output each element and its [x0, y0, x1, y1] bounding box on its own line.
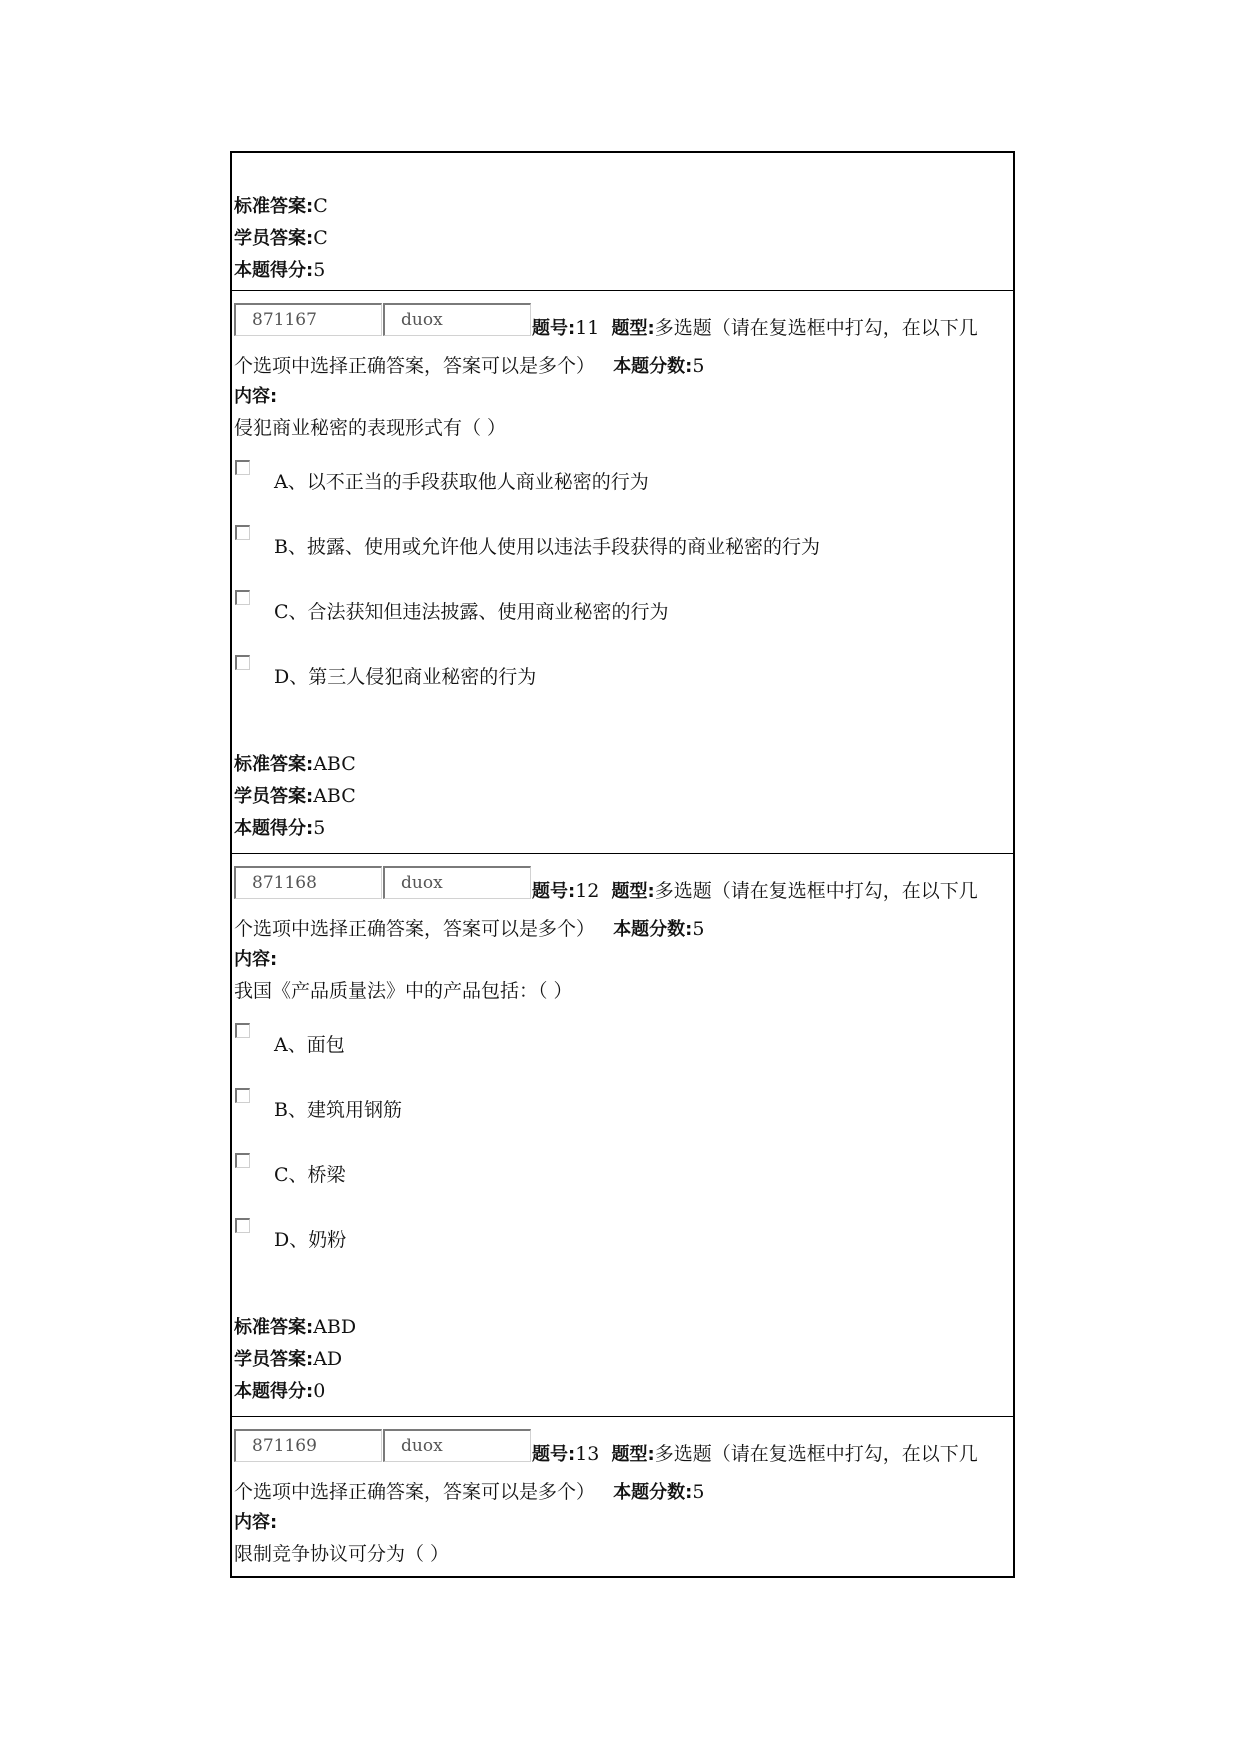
prev-question-cell: [232, 153, 1013, 291]
question-cell-11: [232, 291, 1013, 854]
question-type: 多选题（请在复选框中打勾，在以下几: [654, 880, 978, 902]
score-value: 5: [313, 817, 326, 839]
option-b-checkbox[interactable]: [235, 1088, 250, 1103]
question-number: 13: [575, 1443, 600, 1465]
question-header: 题号:12 题型:多选题（请在复选框中打勾，在以下几: [532, 880, 978, 902]
question-cell-13: [232, 1417, 1013, 1578]
option-a-label: A、以不正当的手段获取他人商业秘密的行为: [274, 471, 649, 493]
score-row: 本题得分:5: [234, 259, 326, 281]
option-a-checkbox[interactable]: [235, 1023, 250, 1038]
standard-answer-value: ABD: [313, 1316, 357, 1338]
question-text: 侵犯商业秘密的表现形式有（ ）: [234, 417, 507, 439]
question-points: 5: [692, 1481, 705, 1503]
student-answer-row: 学员答案:ABC: [234, 785, 356, 807]
standard-answer-row: 标准答案:ABD: [234, 1316, 357, 1338]
question-code-field[interactable]: duox: [383, 1429, 531, 1462]
question-code-field[interactable]: duox: [383, 866, 531, 899]
exam-result-sheet: [230, 151, 1015, 1578]
option-c-checkbox[interactable]: [235, 1153, 250, 1168]
question-cell-12: [232, 854, 1013, 1417]
option-c-label: C、桥梁: [274, 1164, 346, 1186]
standard-answer-value: ABC: [313, 753, 356, 775]
option-d-checkbox[interactable]: [235, 1218, 250, 1233]
content-label: 内容:: [234, 1512, 278, 1533]
standard-answer-row: 标准答案:C: [234, 195, 328, 217]
question-number: 12: [575, 880, 600, 902]
question-type: 多选题（请在复选框中打勾，在以下几: [654, 1443, 978, 1465]
option-c-label: C、合法获知但违法披露、使用商业秘密的行为: [274, 601, 669, 623]
content-label: 内容:: [234, 386, 278, 407]
question-type-continued: 个选项中选择正确答案，答案可以是多个） 本题分数:5: [234, 918, 705, 940]
score-row: 本题得分:5: [234, 817, 326, 839]
score-value: 0: [313, 1380, 326, 1402]
student-answer-row: 学员答案:AD: [234, 1348, 343, 1370]
score-row: 本题得分:0: [234, 1380, 326, 1402]
question-type-continued: 个选项中选择正确答案，答案可以是多个） 本题分数:5: [234, 355, 705, 377]
option-d-label: D、第三人侵犯商业秘密的行为: [274, 666, 537, 688]
question-header: 题号:11 题型:多选题（请在复选框中打勾，在以下几: [532, 317, 978, 339]
option-b-checkbox[interactable]: [235, 525, 250, 540]
question-code-field[interactable]: duox: [383, 303, 531, 336]
option-a-checkbox[interactable]: [235, 460, 250, 475]
question-id-field[interactable]: 871167: [234, 303, 382, 336]
question-number: 11: [575, 317, 600, 339]
question-text: 我国《产品质量法》中的产品包括：（ ）: [234, 980, 573, 1002]
option-d-label: D、奶粉: [274, 1229, 347, 1251]
question-type: 多选题（请在复选框中打勾，在以下几: [654, 317, 978, 339]
option-a-label: A、面包: [274, 1034, 345, 1056]
option-c-checkbox[interactable]: [235, 590, 250, 605]
question-id-field[interactable]: 871169: [234, 1429, 382, 1462]
student-answer-value: AD: [313, 1348, 343, 1370]
student-answer-row: 学员答案:C: [234, 227, 328, 249]
content-label: 内容:: [234, 949, 278, 970]
question-header: 题号:13 题型:多选题（请在复选框中打勾，在以下几: [532, 1443, 978, 1465]
question-text: 限制竞争协议可分为（ ）: [234, 1543, 450, 1565]
student-answer-value: C: [313, 227, 328, 249]
student-answer-value: ABC: [313, 785, 356, 807]
standard-answer-row: 标准答案:ABC: [234, 753, 356, 775]
option-b-label: B、披露、使用或允许他人使用以违法手段获得的商业秘密的行为: [274, 536, 820, 558]
question-id-field[interactable]: 871168: [234, 866, 382, 899]
option-d-checkbox[interactable]: [235, 655, 250, 670]
question-points: 5: [692, 918, 705, 940]
score-value: 5: [313, 259, 326, 281]
question-points: 5: [692, 355, 705, 377]
question-type-continued: 个选项中选择正确答案，答案可以是多个） 本题分数:5: [234, 1481, 705, 1503]
option-b-label: B、建筑用钢筋: [274, 1099, 402, 1121]
standard-answer-value: C: [313, 195, 328, 217]
